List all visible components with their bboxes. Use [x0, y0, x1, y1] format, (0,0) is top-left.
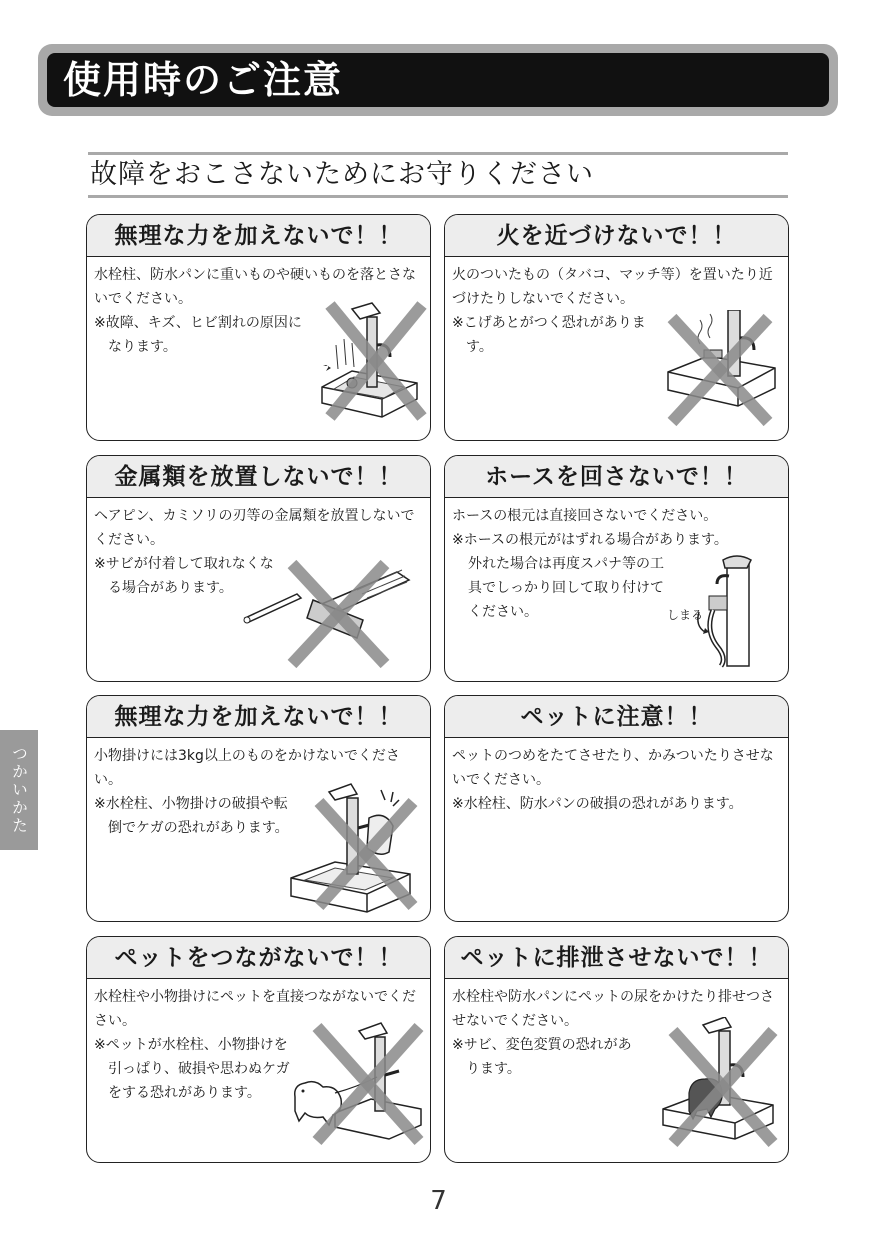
card-note: ※こげあとがつく恐れがあります。 [452, 315, 646, 355]
card-note: ※ホースの根元がはずれる場合があります。 [452, 532, 728, 548]
bucket-hanging-prohibited-icon [285, 778, 425, 916]
card-note: ※水栓柱、防水パンの破損の恐れがあります。 [452, 796, 743, 812]
hairpin-razor-prohibited-icon [237, 556, 417, 671]
caution-card-fire [444, 214, 789, 441]
faucet-falling-object-prohibited-icon [312, 295, 427, 425]
caution-card-hose [444, 455, 789, 682]
card-text: ペットのつめをたてさせたり、かみついたりさせないでください。 [452, 748, 774, 788]
hose-tighten-label: しまる [667, 608, 704, 622]
caution-card-heavy-objects [86, 214, 431, 441]
side-tab-label: つかいかた [9, 745, 29, 835]
card-title: 金属類を放置しないで！！ [87, 456, 430, 498]
page-number: 7 [430, 1186, 447, 1216]
side-tab [0, 730, 38, 850]
caution-card-pet-excretion [444, 936, 789, 1163]
card-text: ヘアピン、カミソリの刃等の金属類を放置しないでください。 [94, 508, 415, 548]
card-title: ホースを回さないで！！ [445, 456, 788, 498]
card-title: 火を近づけないで！！ [445, 215, 788, 257]
card-note-2: 外れた場合は再度スパナ等の工具でしっかり回して取り付けてください。 [468, 556, 664, 620]
card-note: ※水栓柱、小物掛けの破損や転倒でケガの恐れがあります。 [94, 796, 289, 836]
card-title: ペットに注意！！ [445, 696, 788, 738]
card-note: ※故障、キズ、ヒビ割れの原因になります。 [94, 315, 302, 355]
card-title: 無理な力を加えないで！！ [87, 215, 430, 257]
card-title: ペットをつながないで！！ [87, 937, 430, 979]
dog-tied-prohibited-icon [285, 1017, 425, 1152]
card-text: 水栓柱や小物掛けにペットを直接つながないでください。 [94, 989, 416, 1029]
caution-card-pet [444, 695, 789, 922]
card-text: 火のついたもの（タバコ、マッチ等）を置いたり近づけたりしないでください。 [452, 267, 773, 307]
card-title: ペットに排泄させないで！！ [445, 937, 788, 979]
card-text: ホースの根元は直接回さないでください。 [452, 508, 718, 524]
card-note: ※ペットが水栓柱、小物掛けを引っぱり、破損や思わぬケガをする恐れがあります。 [94, 1037, 290, 1101]
card-text: 水栓柱や防水パンにペットの尿をかけたり排せつさせないでください。 [452, 989, 774, 1029]
card-note: ※サビが付着して取れなくなる場合があります。 [94, 556, 274, 596]
card-text: 小物掛けには3kg以上のものをかけないでください。 [94, 748, 400, 788]
page-title: 使用時のご注意 [47, 53, 829, 107]
card-text: 水栓柱、防水パンに重いものや硬いものを落とさないでください。 [94, 267, 416, 307]
section-title: 故障をおこさないためにお守りください [88, 152, 788, 198]
card-body [452, 744, 782, 816]
faucet-fire-prohibited-icon [660, 310, 785, 430]
dog-urinating-prohibited-icon [655, 1017, 785, 1152]
caution-card-pet-tie [86, 936, 431, 1163]
card-note: ※サビ、変色変質の恐れがあります。 [452, 1037, 632, 1077]
caution-card-hook-load [86, 695, 431, 922]
caution-card-metal [86, 455, 431, 682]
card-title: 無理な力を加えないで！！ [87, 696, 430, 738]
